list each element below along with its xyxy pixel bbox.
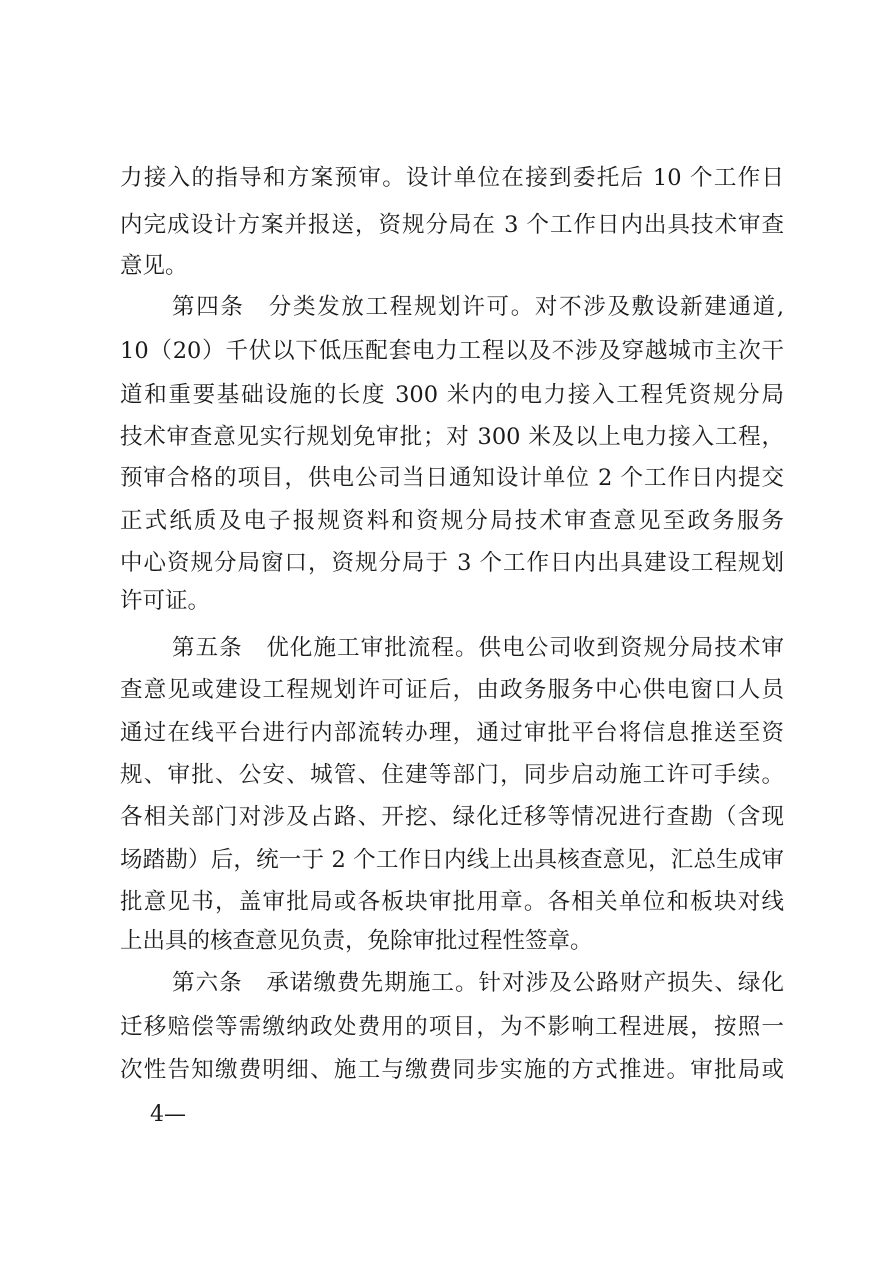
- article-6-heading-line: 第六条 承诺缴费先期施工。针对涉及公路财产损失、绿化: [172, 970, 784, 996]
- text-line: 各相关部门对涉及占路、开挖、绿化迁移等情况进行查勘（含现: [120, 804, 784, 830]
- text-line: 中心资规分局窗口，资规分局于 3 个工作日内出具建设工程规划: [120, 550, 784, 576]
- text-line: 上出具的核查意见负责，免除审批过程性签章。: [120, 928, 593, 954]
- text-line: 技术审查意见实行规划免审批；对 300 米及以上电力接入工程，: [120, 424, 784, 450]
- text-line: 规、审批、公安、城管、住建等部门，同步启动施工许可手续。: [120, 762, 784, 788]
- text-line: 许可证。: [120, 588, 211, 614]
- text-line: 内完成设计方案并报送，资规分局在 3 个工作日内出具技术审查: [120, 212, 784, 238]
- text-line: 通过在线平台进行内部流转办理，通过审批平台将信息推送至资: [120, 720, 784, 746]
- text-line: 10（20）千伏以下低压配套电力工程以及不涉及穿越城市主次干: [120, 338, 784, 364]
- text-line: 迁移赔偿等需缴纳政处费用的项目，为不影响工程进展，按照一: [120, 1014, 784, 1040]
- text-line: 场踏勘）后，统一于 2 个工作日内线上出具核查意见，汇总生成审: [120, 847, 784, 873]
- text-line: 次性告知缴费明细、施工与缴费同步实施的方式推进。审批局或: [120, 1057, 784, 1083]
- article-5-heading-line: 第五条 优化施工审批流程。供电公司收到资规分局技术审: [172, 635, 784, 661]
- text-line: 道和重要基础设施的长度 300 米内的电力接入工程凭资规分局: [120, 382, 784, 408]
- page-number: 4—: [150, 1102, 186, 1127]
- text-line: 正式纸质及电子报规资料和资规分局技术审查意见至政务服务: [120, 508, 784, 534]
- text-line: 意见。: [120, 253, 188, 279]
- text-line: 力接入的指导和方案预审。设计单位在接到委托后 10 个工作日: [120, 165, 784, 191]
- text-line: 预审合格的项目，供电公司当日通知设计单位 2 个工作日内提交: [120, 465, 784, 491]
- text-line: 批意见书，盖审批局或各板块审批用章。各相关单位和板块对线: [120, 889, 784, 915]
- text-line: 查意见或建设工程规划许可证后，由政务服务中心供电窗口人员: [120, 677, 784, 703]
- article-4-heading-line: 第四条 分类发放工程规划许可。对不涉及敷设新建通道,: [172, 294, 784, 320]
